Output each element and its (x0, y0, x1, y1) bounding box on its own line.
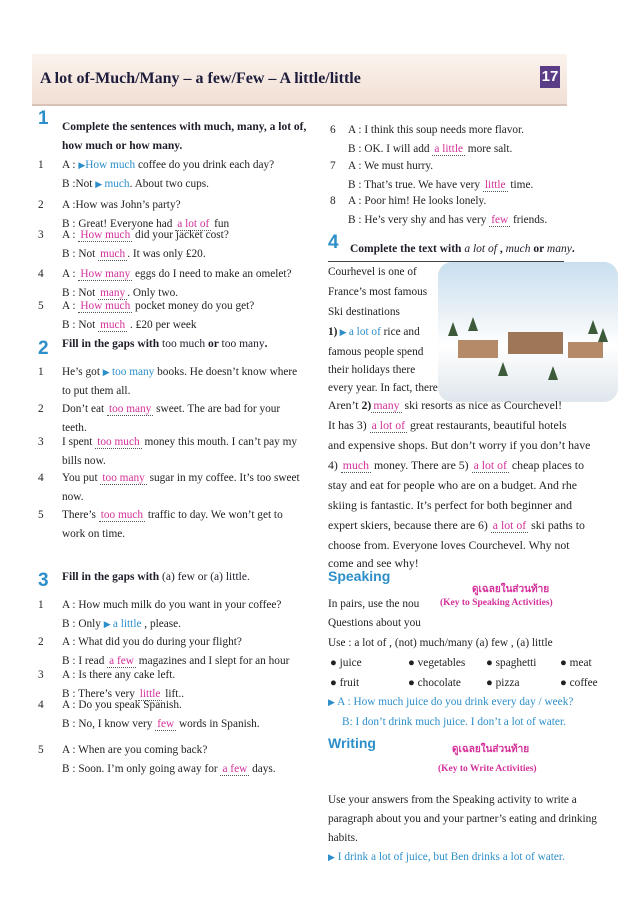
sentence-line (62, 472, 300, 484)
speaking-example-a: ▶ A : How much juice do you drink every day / week? (328, 696, 574, 708)
text-span: traffic to day. We won’t get to (145, 509, 283, 521)
food-label: fruit (339, 677, 360, 689)
passage-line: Ski destinations (328, 306, 400, 318)
instr-text: or (530, 243, 547, 255)
instr-term: too much (162, 338, 206, 350)
item-number: 1 (38, 366, 44, 378)
food-label: meat (569, 657, 592, 669)
answer-line (62, 718, 260, 730)
triangle-marker: ▶ (103, 619, 113, 629)
instr-text: Complete the text with (350, 243, 465, 255)
text-span: A : (62, 229, 79, 241)
speaking-key-note: (Key to Speaking Activities) (440, 598, 553, 608)
item-number: 2 (38, 636, 44, 648)
passage-line: their holidays there (328, 364, 416, 376)
text-span: great restaurants, beautiful hotels (407, 418, 567, 432)
food-word (486, 657, 536, 669)
instr-term: many (546, 243, 572, 255)
triangle-marker: ▶ (337, 327, 349, 337)
speaking-use-line: Use : a lot of , (not) much/many (a) few , (a) little (328, 637, 553, 649)
sentence-line (62, 436, 297, 448)
text-span: A : (62, 159, 79, 171)
section-1-instructions: Complete the sentences with much, many, a lot of, (62, 121, 307, 133)
food-word (408, 677, 461, 689)
header-banner (32, 54, 567, 106)
text-span: books. He doesn’t know where (154, 366, 298, 378)
answer-line (62, 178, 209, 190)
food-word (560, 657, 592, 669)
sentence-line (62, 403, 280, 415)
item-number: 3 (38, 436, 44, 448)
text-span: B : OK. I will add (348, 143, 433, 155)
speaking-line-2: Questions about you (328, 617, 421, 629)
text-span: money. There are 5) (371, 458, 472, 472)
text-span: money this mouth. I can’t pay my (141, 436, 298, 448)
text-span: time. (507, 179, 534, 191)
answer-line (62, 618, 181, 630)
question-line (62, 268, 292, 280)
passage-line (328, 478, 577, 493)
passage-line (328, 538, 570, 553)
question-line: A : How much milk do you want in your coffee? (62, 599, 282, 611)
item-number: 5 (38, 300, 44, 312)
answer-line (348, 143, 512, 155)
answer: many (100, 287, 126, 299)
sentence-line-2: teeth. (62, 422, 87, 434)
question-line (62, 199, 181, 211)
text-span: . ₤20 per week (127, 319, 197, 331)
question-line (62, 300, 254, 312)
answer-example: a lot of (348, 326, 381, 338)
food-label: chocolate (417, 677, 461, 689)
gap-number: 1) (328, 326, 338, 338)
text-span: . Only two. (127, 287, 179, 299)
text-span: . About two cups. (129, 178, 209, 190)
writing-heading: Writing (328, 735, 376, 751)
answer: little (139, 688, 161, 700)
text-span: Don’t eat (62, 403, 107, 415)
answer: much (100, 248, 126, 260)
question-line: A : Poor him! He looks lonely. (348, 195, 487, 207)
instr-text: or (205, 338, 222, 350)
item-number: 2 (38, 199, 44, 211)
food-label: vegetables (417, 657, 466, 669)
sentence-line-2: now. (62, 491, 84, 503)
answer-example: much (104, 178, 130, 190)
text-span: pocket money do you get? (132, 300, 255, 312)
instr-terms: (a) few or (a) little. (162, 571, 250, 583)
instr-term: a lot of (464, 243, 497, 255)
passage-line: France’s most famous (328, 286, 428, 298)
writing-para-3: habits. (328, 832, 358, 844)
item-number: 4 (38, 268, 44, 280)
passage-line: Courhevel is one of (328, 266, 417, 278)
writing-para-1: Use your answers from the Speaking activity to write a (328, 794, 577, 806)
text-span: A :How was John’s party? (62, 199, 181, 211)
answer-line (62, 319, 197, 331)
food-word (330, 657, 362, 669)
answer: a little (434, 143, 463, 155)
answer: many (373, 398, 400, 412)
item-number: 5 (38, 509, 44, 521)
text-span: ski paths to (528, 518, 585, 532)
sentence-line-2: bills now. (62, 455, 106, 467)
answer: How much (80, 229, 131, 241)
answer: a lot of (371, 418, 406, 432)
item-number: 4 (38, 699, 44, 711)
answer: too many (108, 403, 152, 415)
food-word (486, 677, 520, 689)
text-span: stay and eat for people who are on a budget. And rhe (328, 478, 577, 492)
text-span: words in Spanish. (176, 718, 260, 730)
page-title: A lot of-Much/Many – a few/Few – A little/little (40, 70, 361, 87)
writing-para-2: paragraph about you and your partner’s eating and drinking (328, 813, 597, 825)
ski-resort-photo (438, 262, 618, 402)
text-span: B : Soon. I’m only going away for (62, 763, 221, 775)
passage-line (328, 398, 562, 413)
text-span: He’s got (62, 366, 103, 378)
question-line: A : Is there any cake left. (62, 669, 176, 681)
food-label: juice (339, 657, 362, 669)
answer: much (100, 319, 126, 331)
example-text: I drink a lot of juice, but Ben drinks a lot of water. (337, 851, 565, 863)
text-span: B : That’s true. We have very (348, 179, 483, 191)
bullet: ● (330, 657, 340, 669)
text-span: come and see why! (328, 556, 419, 570)
item-number: 1 (38, 159, 44, 171)
section-1-number: 1 (38, 108, 49, 129)
text-span: more salt. (464, 143, 513, 155)
writing-example: ▶ I drink a lot of juice, but Ben drinks a lot of water. (328, 851, 565, 863)
question-line: A : Do you speak Spanish. (62, 699, 182, 711)
answer-line (348, 214, 547, 226)
instr-text: Fill in the gaps with (62, 571, 163, 583)
answer-line (348, 179, 533, 191)
text-span: fun (211, 218, 230, 230)
item-number: 8 (330, 195, 336, 207)
passage-line (328, 518, 585, 533)
text-span: skiing is fantastic. It’s perfect for both beginner and (328, 498, 573, 512)
text-span: and expensive shops. But don’t worry if you don’t have (328, 438, 591, 452)
sentence-line-2: work on time. (62, 528, 126, 540)
instr-term: too many (221, 338, 265, 350)
speaking-line-1: In pairs, use the nou (328, 598, 420, 610)
item-number: 3 (38, 229, 44, 241)
section-4-number: 4 (328, 232, 339, 253)
food-word (330, 677, 359, 689)
text-span: did your jacket cost? (132, 229, 229, 241)
text-span: B : There’s very (62, 688, 138, 700)
answer: little (484, 179, 506, 191)
answer-example: a little (112, 618, 142, 630)
answer: too many (102, 472, 145, 484)
answer: too much (100, 509, 144, 521)
question-line: A : When are you coming back? (62, 744, 208, 756)
speaking-heading: Speaking (328, 568, 391, 584)
text-span: B : Not (62, 287, 99, 299)
text-span: B : Not (62, 319, 99, 331)
text-span: Aren’t (328, 398, 362, 412)
text-span: eggs do I need to make an omelet? (132, 268, 292, 280)
food-label: pizza (495, 677, 520, 689)
answer: a lot of (177, 218, 210, 230)
answer-example: How much (85, 159, 136, 171)
text-span: B : No, I know very (62, 718, 156, 730)
bullet: ● (408, 657, 418, 669)
text-span: sugar in my coffee. It’s too sweet (146, 472, 300, 484)
food-word (408, 657, 465, 669)
question-line: A : What did you do during your flight? (62, 636, 242, 648)
section-2-instructions: Fill in the gaps with too much or too many. (62, 338, 268, 350)
answer-example: too many (111, 366, 155, 378)
bullet: ● (560, 677, 570, 689)
food-word (560, 677, 598, 689)
passage-line (328, 458, 584, 473)
item-number: 4 (38, 472, 44, 484)
passage-line (328, 418, 567, 433)
text-span: I spent (62, 436, 96, 448)
triangle-marker: ▶ (102, 367, 112, 377)
instr-sep: , (496, 243, 506, 255)
text-span: days. (249, 763, 276, 775)
sentence-line (62, 366, 297, 378)
writing-key-note: (Key to Write Activities) (438, 764, 537, 774)
triangle-marker: ▶ (95, 179, 105, 189)
question-line: A : I think this soup needs more flavor. (348, 124, 525, 136)
instr-text: Fill in the gaps with (62, 338, 163, 350)
passage-line (328, 438, 590, 453)
answer: How much (80, 300, 131, 312)
text-span: rice and (380, 326, 420, 338)
food-label: spaghetti (495, 657, 537, 669)
section-3-number: 3 (38, 570, 49, 591)
text-span: B : Not (62, 248, 99, 260)
section-1-instructions-2: how much or how many. (62, 140, 183, 152)
text-span: coffee do you drink each day? (135, 159, 275, 171)
text-span: B : Great! Everyone had (62, 218, 176, 230)
answer: a few (222, 763, 248, 775)
answer: too much (97, 436, 140, 448)
bullet: ● (330, 677, 340, 689)
answer-line (62, 763, 276, 775)
answer-line (62, 287, 178, 299)
item-number: 6 (330, 124, 336, 136)
answer: a lot of (473, 458, 507, 472)
item-number: 5 (38, 744, 44, 756)
text-span: choose from. Everyone loves Courchevel. Why not (328, 538, 570, 552)
bullet: ● (560, 657, 570, 669)
answer: few (491, 214, 509, 226)
bullet: ● (408, 677, 418, 689)
text-span: You put (62, 472, 101, 484)
passage-line: famous people spend (328, 346, 424, 358)
text-span: B : I read (62, 655, 108, 667)
text-span: It has 3) (328, 418, 370, 432)
answer: few (157, 718, 175, 730)
item-number: 3 (38, 669, 44, 681)
example-text: A : How much juice do you drink every day / week? (337, 696, 574, 708)
answer-line (62, 248, 206, 260)
text-span: sweet. The are bad for your (153, 403, 281, 415)
sentence-line (62, 509, 283, 521)
text-span: A : (62, 300, 79, 312)
text-span: friends. (510, 214, 548, 226)
passage-line (328, 498, 572, 513)
text-span: magazines and I slept for an hour (135, 655, 290, 667)
answer: a lot of (492, 518, 527, 532)
speaking-example-b: B: I don’t drink much juice. I don’t a lot of water. (342, 716, 566, 728)
text-span: A : (62, 268, 79, 280)
item-number: 7 (330, 160, 336, 172)
text-span: , please. (141, 618, 181, 630)
text-span: . It was only ₤20. (127, 248, 206, 260)
text-span: lift.. (162, 688, 185, 700)
text-span: B : Only (62, 618, 104, 630)
answer: How many (80, 268, 131, 280)
text-span: There’s (62, 509, 99, 521)
text-span: B :Not (62, 178, 96, 190)
passage-line (328, 326, 420, 338)
answer-line (62, 655, 289, 667)
question-line (62, 159, 274, 171)
bullet: ● (486, 657, 496, 669)
item-number: 1 (38, 599, 44, 611)
text-span: cheap places to (508, 458, 584, 472)
text-span: B : He’s very shy and has very (348, 214, 490, 226)
writing-answer-note: ดูเฉลยในส่วนท้าย (452, 744, 530, 755)
food-label: coffee (569, 677, 598, 689)
section-2-number: 2 (38, 338, 49, 359)
section-4-instructions: Complete the text with a lot of , much or many. (350, 243, 575, 255)
text-span: ski resorts as nice as Courchevel! (401, 398, 563, 412)
text-span: 4) (328, 458, 341, 472)
passage-line: every year. In fact, there (328, 382, 438, 394)
text-span: expert skiers, because there are 6) (328, 518, 491, 532)
instr-term: much (505, 243, 531, 255)
answer: a few (109, 655, 134, 667)
speaking-answer-note: ดูเฉลยในส่วนท้าย (472, 584, 550, 595)
page-number-badge: 17 (540, 66, 560, 88)
question-line (62, 229, 229, 241)
triangle-marker: ▶ (78, 160, 86, 170)
bullet: ● (486, 677, 496, 689)
answer: much (342, 458, 369, 472)
section-3-instructions (62, 571, 250, 583)
item-number: 2 (38, 403, 44, 415)
gap-number: 2) (361, 398, 372, 412)
sentence-line-2: to put them all. (62, 385, 131, 397)
question-line: A : We must hurry. (348, 160, 434, 172)
